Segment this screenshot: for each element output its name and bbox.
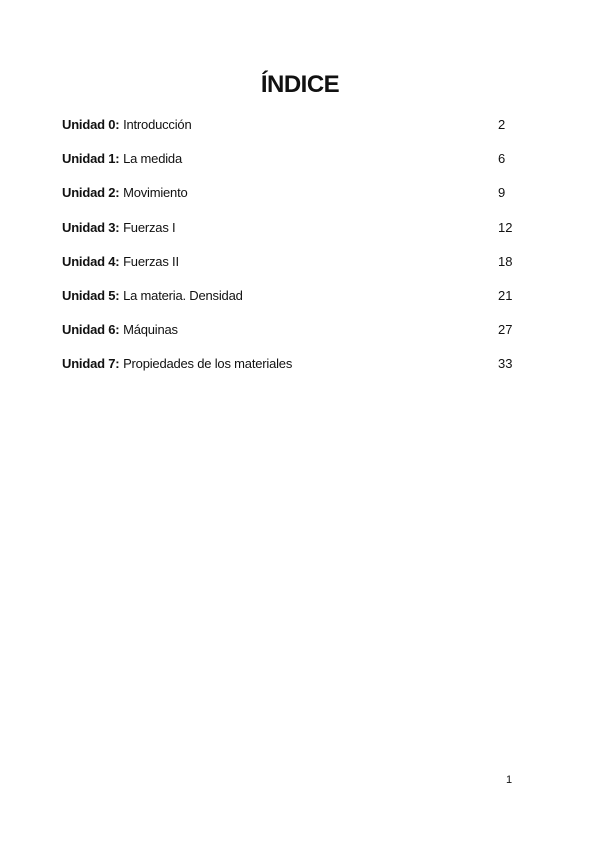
toc-entry-page: 12: [498, 219, 513, 235]
toc-entry: [62, 149, 522, 183]
toc-entry: [62, 286, 522, 320]
toc-entry: [62, 354, 522, 388]
page-number: 1: [506, 774, 513, 786]
toc-entry: [62, 115, 522, 149]
toc-entry-title: Fuerzas I: [123, 219, 176, 235]
toc-entry-page: 9: [498, 185, 506, 201]
toc-entry: [62, 218, 522, 252]
toc-entry-unit-label: Unidad 2:: [62, 185, 120, 201]
toc-entry-unit-label: Unidad 3:: [62, 219, 120, 235]
toc-entry-unit-label: Unidad 4:: [62, 253, 120, 269]
toc-entry: [62, 183, 522, 217]
toc-entry-unit-label: Unidad 5:: [62, 287, 120, 303]
toc-entry-page: 33: [498, 356, 513, 372]
toc-entry-title: La medida: [123, 151, 182, 167]
table-of-contents: [62, 115, 522, 389]
toc-entry-title: Introducción: [123, 117, 192, 132]
toc-entry-page: 18: [498, 253, 513, 269]
toc-entry-title: Fuerzas II: [123, 253, 179, 269]
toc-entry-page: 2: [498, 117, 506, 132]
toc-entry: [62, 252, 522, 286]
toc-entry-unit-label: Unidad 0:: [62, 117, 120, 132]
toc-entry-title: Máquinas: [123, 322, 178, 338]
toc-entry-unit-label: Unidad 1:: [62, 151, 120, 167]
toc-entry-page: 21: [498, 287, 513, 303]
toc-entry: [62, 320, 522, 354]
page-title: ÍNDICE: [260, 71, 340, 98]
toc-entry-page: 6: [498, 151, 506, 167]
toc-entry-unit-label: Unidad 6:: [62, 322, 120, 338]
toc-entry-title: La materia. Densidad: [123, 287, 243, 303]
toc-entry-title: Movimiento: [123, 185, 188, 201]
toc-entry-page: 27: [498, 322, 513, 338]
toc-entry-unit-label: Unidad 7:: [62, 356, 120, 372]
toc-entry-title: Propiedades de los materiales: [123, 356, 293, 372]
